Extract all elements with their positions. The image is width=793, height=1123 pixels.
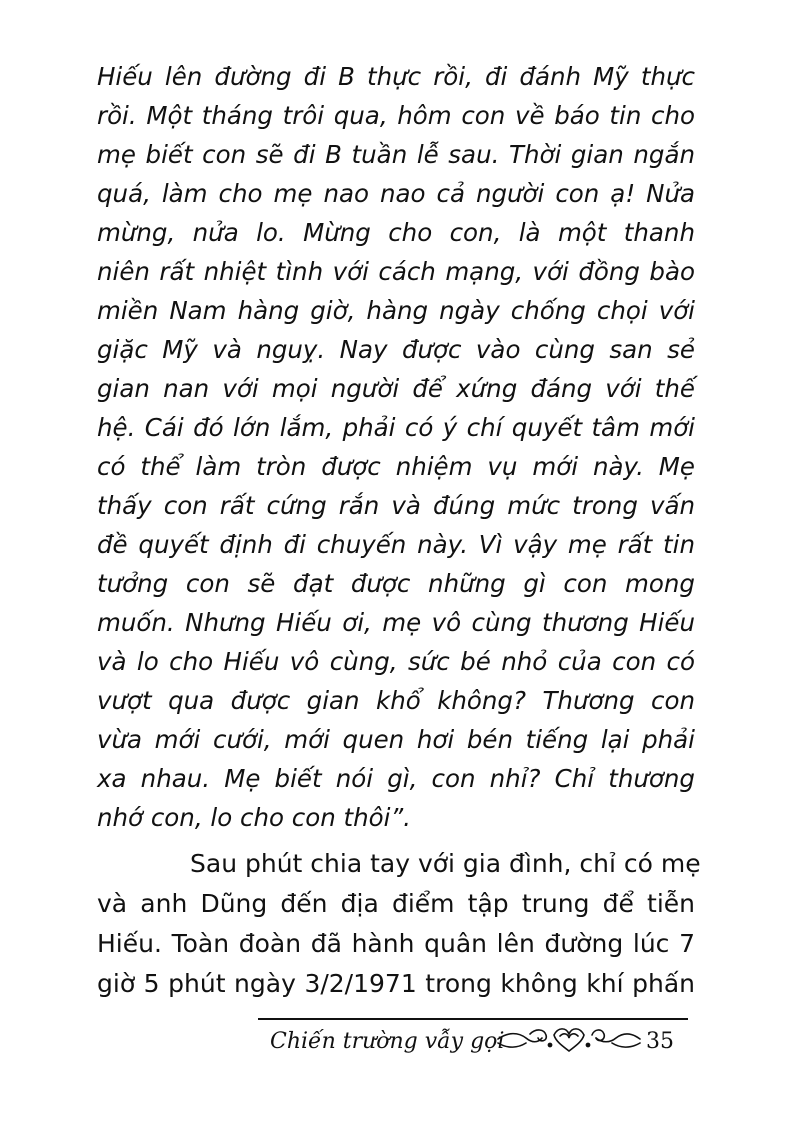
letter-line: giặc Mỹ và nguỵ. Nay được vào cùng san sẻ [97, 335, 695, 364]
letter-line: niên rất nhiệt tình với cách mạng, với đồng bào [97, 257, 695, 286]
paragraph-line: và anh Dũng đến địa điểm tập trung để tiễn [97, 889, 695, 918]
paragraph-line: Hiếu. Toàn đoàn đã hành quân lên đường lúc 7 [97, 929, 695, 958]
letter-line: vừa mới cưới, mới quen hơi bén tiếng lại phải [97, 725, 695, 754]
letter-line: có thể làm tròn được nhiệm vụ mới này. Mẹ [97, 452, 695, 481]
footer-divider [258, 1018, 688, 1020]
running-footer-title: Chiến trường vẫy gọi [270, 1029, 505, 1054]
letter-line: tưởng con sẽ đạt được những gì con mong [97, 569, 695, 598]
page-number: 35 [646, 1029, 674, 1054]
letter-line: mẹ biết con sẽ đi B tuần lễ sau. Thời gian ngắn [97, 140, 695, 169]
letter-line: gian nan với mọi người để xứng đáng với thế [97, 374, 695, 403]
letter-line: miền Nam hàng giờ, hàng ngày chống chọi với [97, 296, 695, 325]
letter-line: và lo cho Hiếu vô cùng, sức bé nhỏ của con có [97, 647, 695, 676]
letter-line: đề quyết định đi chuyến này. Vì vậy mẹ rất tin [97, 530, 695, 559]
paragraph-line: Sau phút chia tay với gia đình, chỉ có mẹ [190, 849, 701, 878]
letter-line: quá, làm cho mẹ nao nao cả người con ạ! Nửa [97, 179, 695, 208]
letter-line: thấy con rất cứng rắn và đúng mức trong vấn [97, 491, 695, 520]
decorative-flourish-icon [494, 1023, 644, 1057]
letter-line: vượt qua được gian khổ không? Thương con [97, 686, 695, 715]
letter-line: mừng, nửa lo. Mừng cho con, là một thanh [97, 218, 695, 247]
letter-line: xa nhau. Mẹ biết nói gì, con nhỉ? Chỉ thương [97, 764, 695, 793]
letter-line: hệ. Cái đó lớn lắm, phải có ý chí quyết tâm mới [97, 413, 695, 442]
letter-line: nhớ con, lo cho con thôi”. [97, 803, 411, 832]
paragraph-line: giờ 5 phút ngày 3/2/1971 trong không khí phấn [97, 969, 695, 998]
letter-line: Hiếu lên đường đi B thực rồi, đi đánh Mỹ thực [97, 62, 695, 91]
letter-line: rồi. Một tháng trôi qua, hôm con về báo tin cho [97, 101, 695, 130]
letter-line: muốn. Nhưng Hiếu ơi, mẹ vô cùng thương Hiếu [97, 608, 695, 637]
